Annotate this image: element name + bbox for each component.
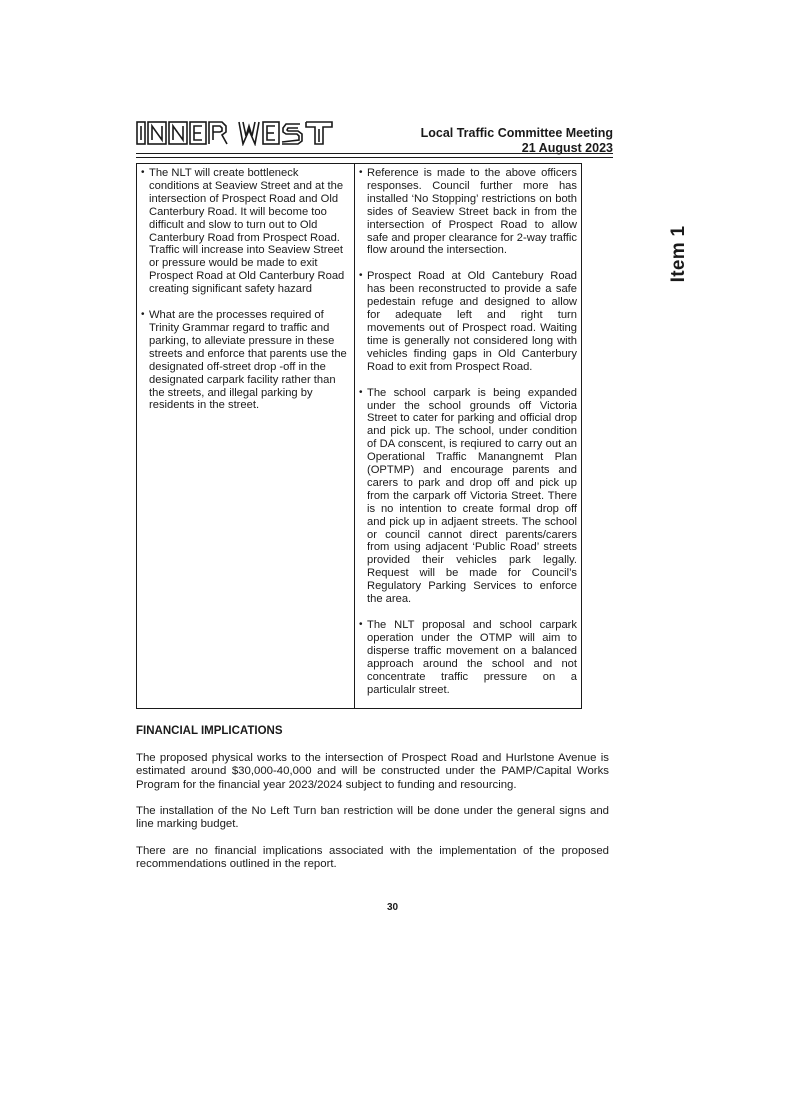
response-text: The NLT proposal and school carpark operation under the OTMP will aim to disperse traffic movement on a balanced approach around the school and not concentrate traffic pressure on a particulalr street. — [367, 619, 577, 696]
page-number: 30 — [386, 902, 399, 913]
response-item — [359, 387, 577, 606]
bullet-icon: • — [359, 386, 363, 398]
bullet-icon: • — [359, 167, 363, 178]
meeting-date: 21 August 2023 — [521, 141, 613, 155]
issue-item — [141, 309, 350, 412]
meeting-title: Local Traffic Committee Meeting — [420, 126, 613, 140]
inner-west-logo — [136, 120, 336, 146]
issue-text: What are the processes required of Trinity Grammar regard to traffic and parking, to alleviate pressure in these streets and enforce that parents use the designated off-street drop -off in the designated carpark facility rather than the streets, and illegal parking by residents in the street. — [149, 309, 347, 412]
header-rule-thin — [136, 157, 613, 158]
bullet-icon: • — [359, 270, 363, 282]
response-item — [359, 619, 577, 696]
response-item — [359, 270, 577, 373]
issue-item — [141, 167, 350, 296]
meeting-info — [421, 126, 613, 156]
response-text: Reference is made to the above officers responses. Council further more has installed ‘No Stopping’ restrictions on both sides of Seaview Street back in from the intersection of Prospect Road to allow safe and proper clearance for 2-way traffic flow around the intersection. — [367, 167, 577, 257]
response-column — [355, 164, 581, 708]
bullet-icon: • — [141, 167, 145, 178]
response-text: The school carpark is being expanded under the school grounds off Victoria Street to cater for parking and official drop and pick up. The school, under condition of DA conscent, is reqiured to carry out an Operational Traffic Manangnemt Plan (OPTMP) and encourage parents and carers to park and drop off and pick up from the carpark off Victoria Street. There is no intention to create formal drop off and pick up in adjaent streets. The school or council cannot direct parents/carers from using adjacent ‘Public Road’ streets provided their vehicles park legally. Request will be made for Council’s Regulatory Parking Services to enforce the area. — [367, 386, 577, 606]
item-side-tab-label: Item 1 — [668, 225, 689, 283]
bullet-icon: • — [359, 619, 363, 630]
issue-text: The NLT will create bottleneck conditions at Seaview Street and at the intersection of Prospect Road and Old Canterbury Road. It will become too difficult and slow to turn out to Old Canterbury Road from Prospect Road. Traffic will increase into Seaview Street or pressure would be made to exit Prospect Road at Old Canterbury Road creating significant safety hazard — [149, 167, 345, 296]
header-rule — [136, 153, 613, 154]
item-side-tab — [666, 214, 692, 294]
section-heading: FINANCIAL IMPLICATIONS — [136, 725, 283, 737]
financial-paragraph: There are no financial implications associated with the implementation of the proposed recommendations outlined in the report. — [136, 845, 609, 871]
issues-column — [137, 164, 355, 708]
response-item — [359, 167, 577, 257]
bullet-icon: • — [141, 309, 145, 321]
issues-response-table — [136, 163, 582, 709]
financial-paragraph: The installation of the No Left Turn ban restriction will be done under the general signs and line marking budget. — [136, 805, 609, 831]
response-text: Prospect Road at Old Cantebury Road has been reconstructed to provide a safe pedestain refuge and designed to allow for adequate left and right turn movements out of Prospect road. Waiting time is generally not considered long with vehicles finding gaps in Old Canterbury Road to exit from Prospect Road. — [367, 270, 577, 373]
financial-paragraph: The proposed physical works to the intersection of Prospect Road and Hurlstone Avenue is estimated around $30,000-40,000 and will be constructed under the PAMP/Capital Works Program for the financial year 2023/2024 subject to funding and resourcing. — [136, 752, 609, 791]
